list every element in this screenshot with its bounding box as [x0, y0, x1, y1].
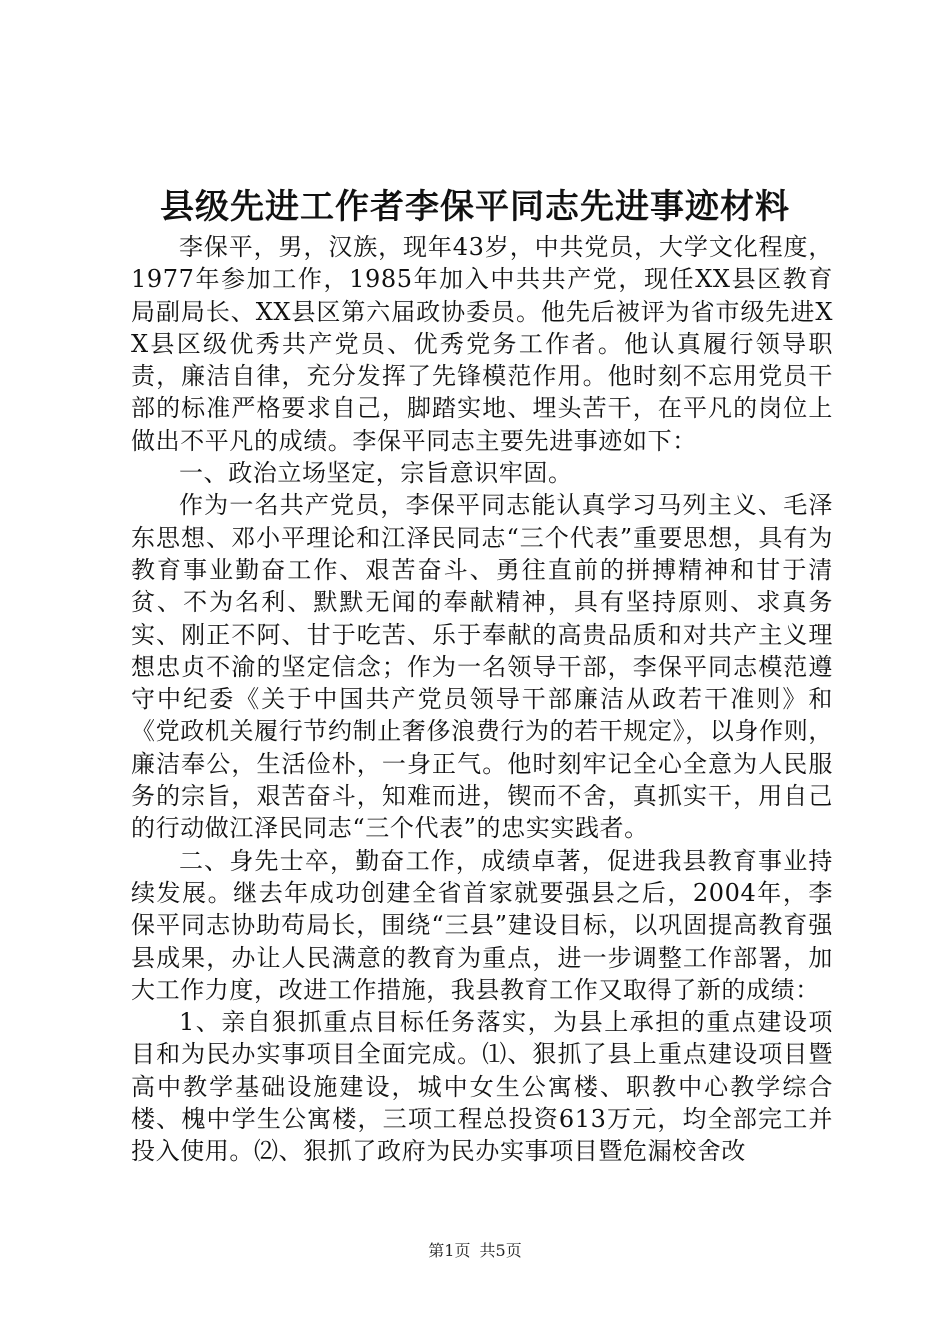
document-title: 县级先进工作者李保平同志先进事迹材料	[160, 187, 790, 227]
paragraph-political-stance: 作为一名共产党员，李保平同志能认真学习马列主义、毛泽东思想、邓小平理论和江泽民同志“三个代表”重要思想，具有为教育事业勤奋工作、艰苦奋斗、勇往直前的拼搏精神和甘于清贫、不为名利、默默无闻的奉献精神，具有坚持原则、求真务实、刚正不阿、甘于吃苦、乐于奉献的高贵品质和对共产主义理想忠贞不渝的坚定信念；作为一名领导干部，李保平同志模范遵守中纪委《关于中国共产党员领导干部廉洁从政若干准则》和《党政机关履行节约制止奢侈浪费行为的若干规定》，以身作则，廉洁奉公，生活俭朴，一身正气。他时刻牢记全心全意为人民服务的宗旨，艰苦奋斗，知难而进，锲而不舍，真抓实干，用自己的行动做江泽民同志“三个代表”的忠实实践者。	[131, 491, 833, 843]
page-footer	[0, 1240, 950, 1262]
document-body	[131, 231, 833, 1168]
paragraph-heading-1: 一、政治立场坚定，宗旨意识牢固。	[179, 459, 573, 488]
page-total: 共5页	[479, 1241, 522, 1260]
page-number: 第1页	[428, 1241, 471, 1260]
paragraph-item-1: 1、亲自狠抓重点目标任务落实，为县上承担的重点建设项目和为民办实事项目全面完成。⑴、狠抓了县上重点建设项目暨高中教学基础设施建设，城中女生公寓楼、职教中心教学综合楼、槐中学生公寓楼，三项工程总投资613万元，均全部完工并投入使用。⑵、狠抓了政府为民办实事项目暨危漏校舍改	[131, 1008, 833, 1166]
paragraph-heading-2: 二、身先士卒，勤奋工作，成绩卓著，促进我县教育事业持续发展。继去年成功创建全省首家就要强县之后，2004年，李保平同志协助苟局长，围绕“三县”建设目标，以巩固提高教育强县成果，办让人民满意的教育为重点，进一步调整工作部署，加大工作力度，改进工作措施，我县教育工作又取得了新的成绩：	[131, 846, 833, 1004]
paragraph-intro: 李保平，男，汉族，现年43岁，中共党员，大学文化程度，1977年参加工作，1985年加入中共共产党，现任XX县区教育局副局长、XX县区第六届政协委员。他先后被评为省市级先进XX县区级优秀共产党员、优秀党务工作者。他认真履行领导职责，廉洁自律，充分发挥了先锋模范作用。他时刻不忘用党员干部的标准严格要求自己，脚踏实地、埋头苦干，在平凡的岗位上做出不平凡的成绩。李保平同志主要先进事迹如下：	[131, 233, 833, 455]
